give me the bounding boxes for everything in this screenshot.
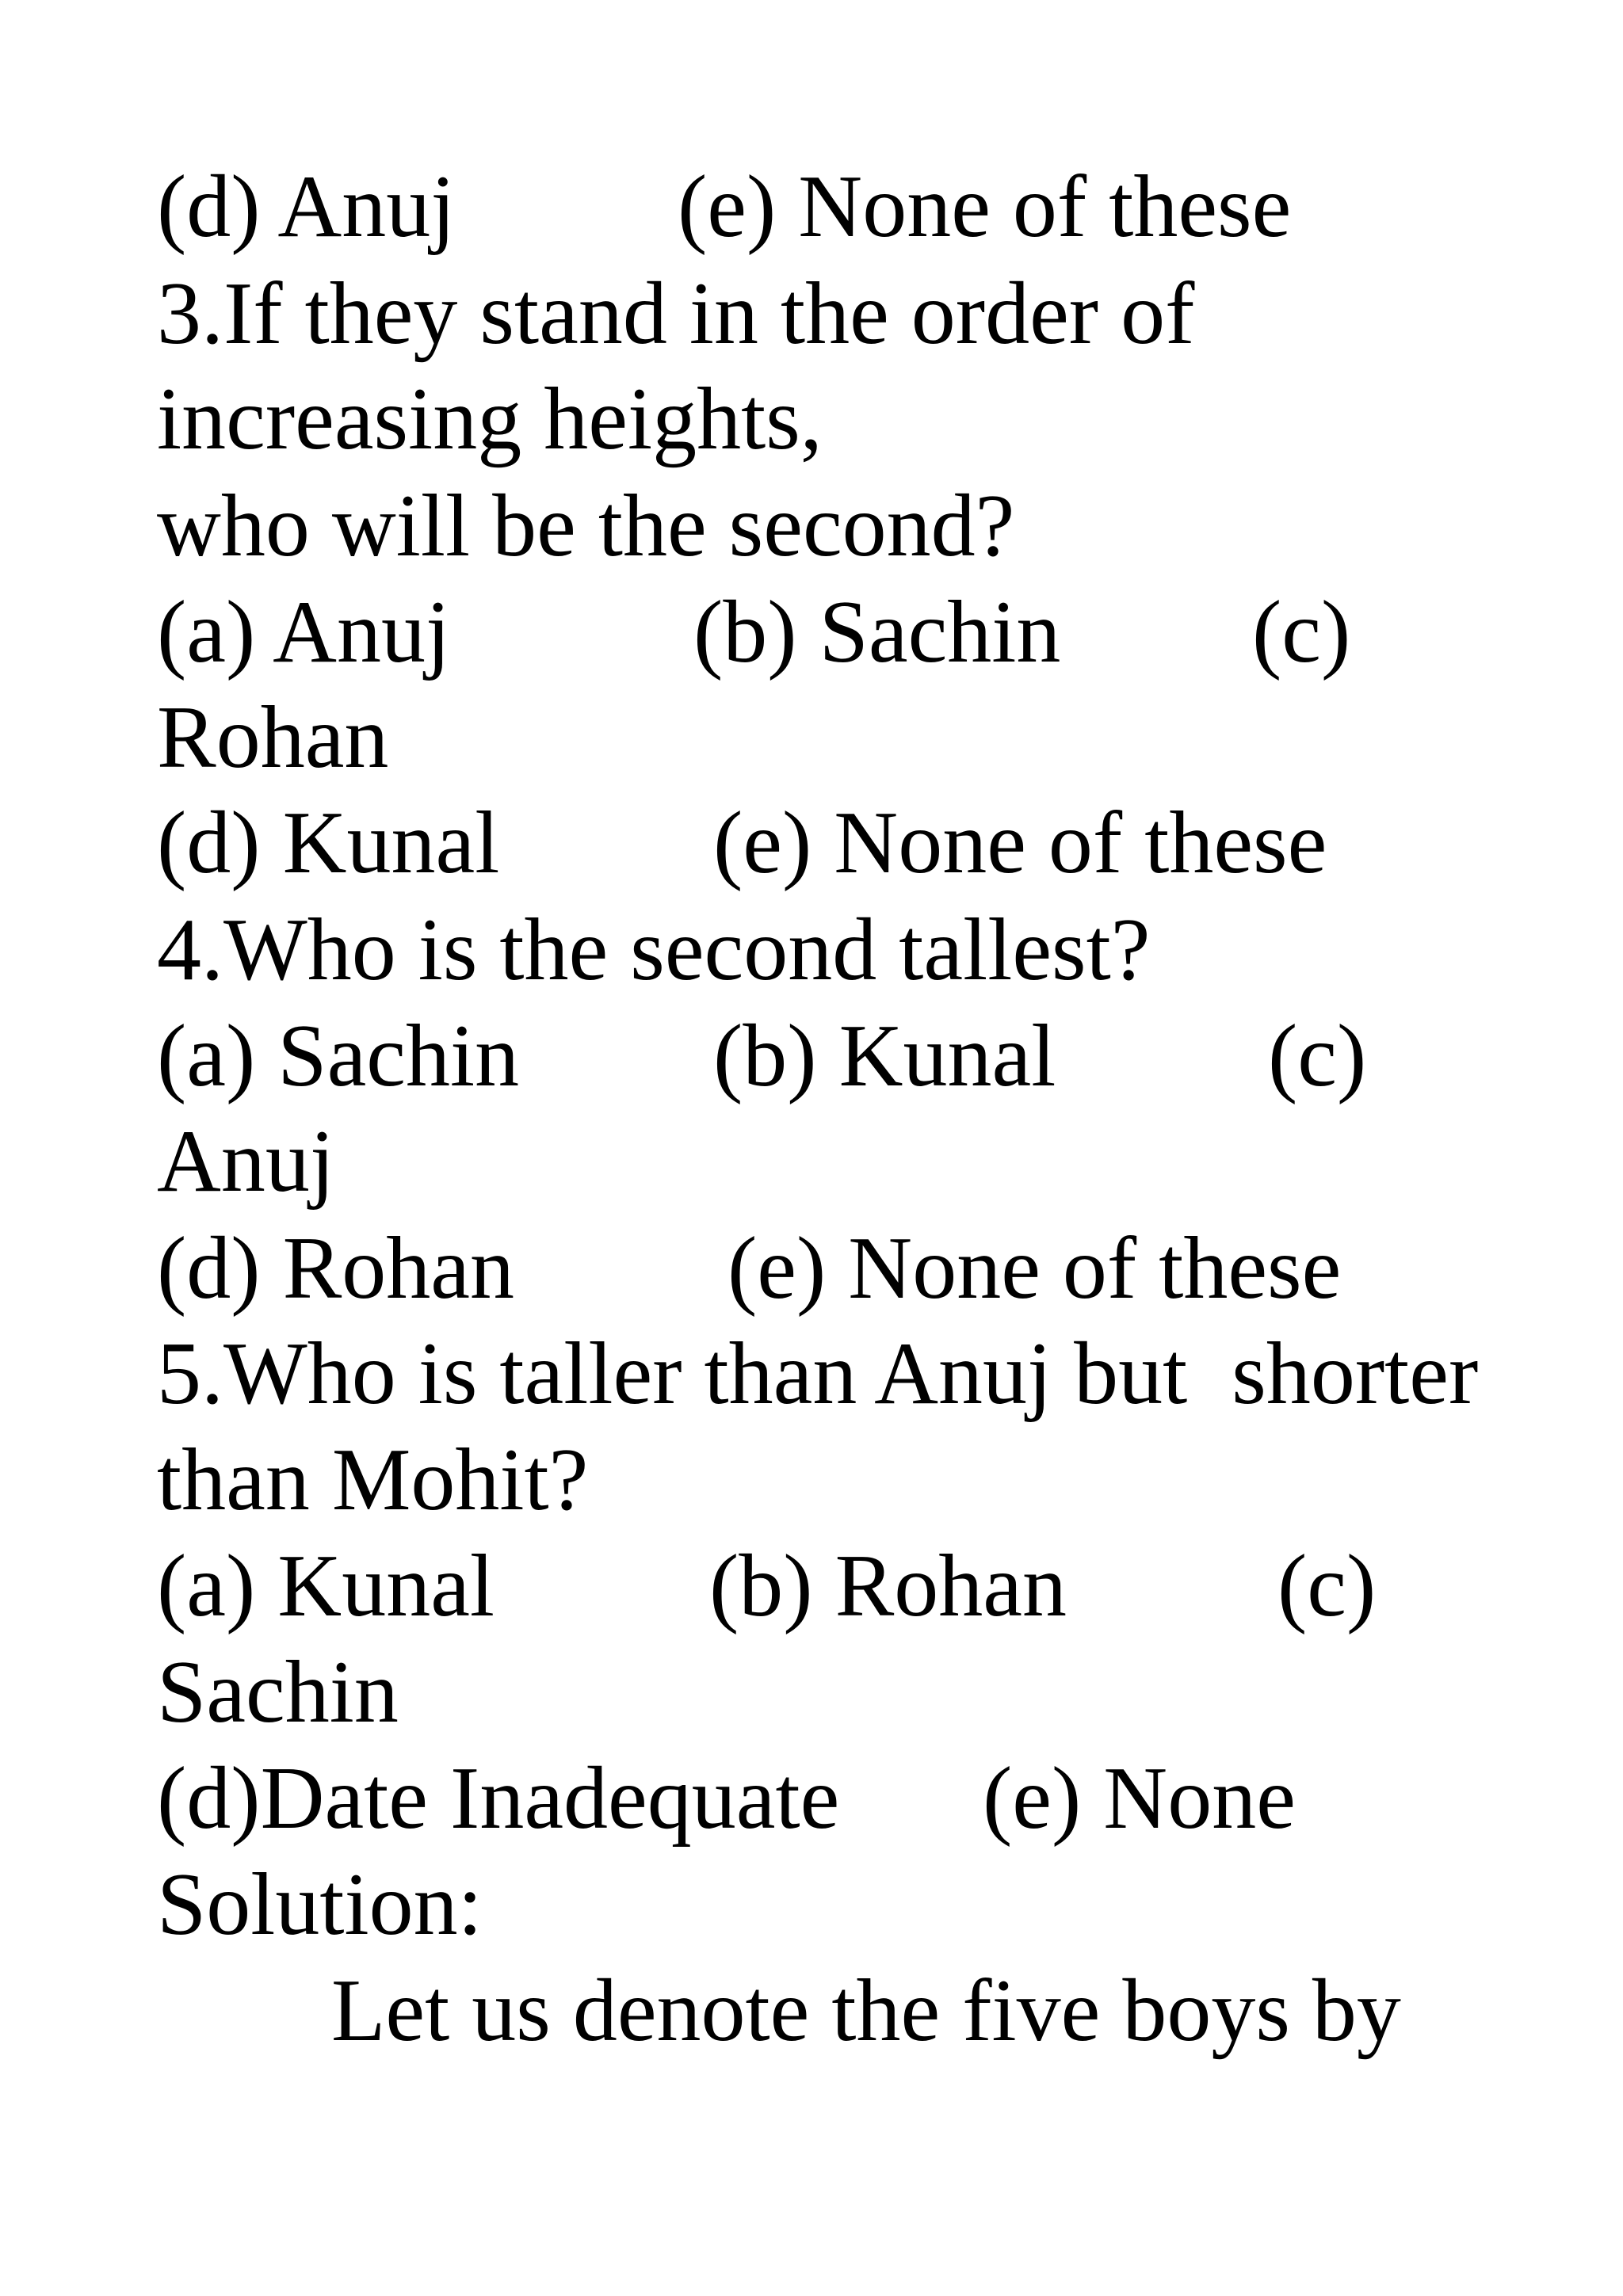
q3-option-c: (c) [1252, 583, 1351, 681]
q3-option-e: (e) None of these [713, 794, 1327, 892]
question-5-title: 5.Who is taller than Anuj but shorter [157, 1325, 1479, 1423]
question-3-line-3: who will be the second? [157, 477, 1015, 575]
option-e-none-of-these: (e) None of these [678, 158, 1292, 256]
q5-option-c-value: Sachin [157, 1643, 399, 1741]
question-4-title: 4.Who is the second tallest? [157, 901, 1151, 999]
question-3-title: 3.If they stand in the order of [157, 265, 1195, 363]
option-d-anuj: (d) Anuj [157, 158, 456, 256]
q4-option-e: (e) None of these [727, 1219, 1342, 1318]
solution-line-1: Let us denote the five boys by [331, 1962, 1401, 2060]
q3-option-d: (d) Kunal [157, 794, 500, 892]
q5-option-e: (e) None [983, 1749, 1296, 1848]
q3-option-b: (b) Sachin [693, 583, 1061, 681]
q4-option-b: (b) Kunal [713, 1007, 1056, 1105]
q5-option-d: (d)Date Inadequate [157, 1749, 840, 1848]
q4-option-c-value: Anuj [157, 1112, 334, 1211]
q4-option-d: (d) Rohan [157, 1219, 515, 1318]
q5-option-a: (a) Kunal [157, 1537, 495, 1635]
q4-option-c: (c) [1268, 1007, 1367, 1105]
question-3-line-2: increasing heights, [157, 370, 823, 468]
question-5-line-2: than Mohit? [157, 1431, 589, 1529]
q3-option-a: (a) Anuj [157, 583, 451, 681]
q3-option-c-value: Rohan [157, 688, 389, 787]
q5-option-c: (c) [1277, 1537, 1377, 1635]
q4-option-a: (a) Sachin [157, 1007, 520, 1105]
q5-option-b: (b) Rohan [709, 1537, 1067, 1635]
solution-heading: Solution: [157, 1855, 483, 1954]
